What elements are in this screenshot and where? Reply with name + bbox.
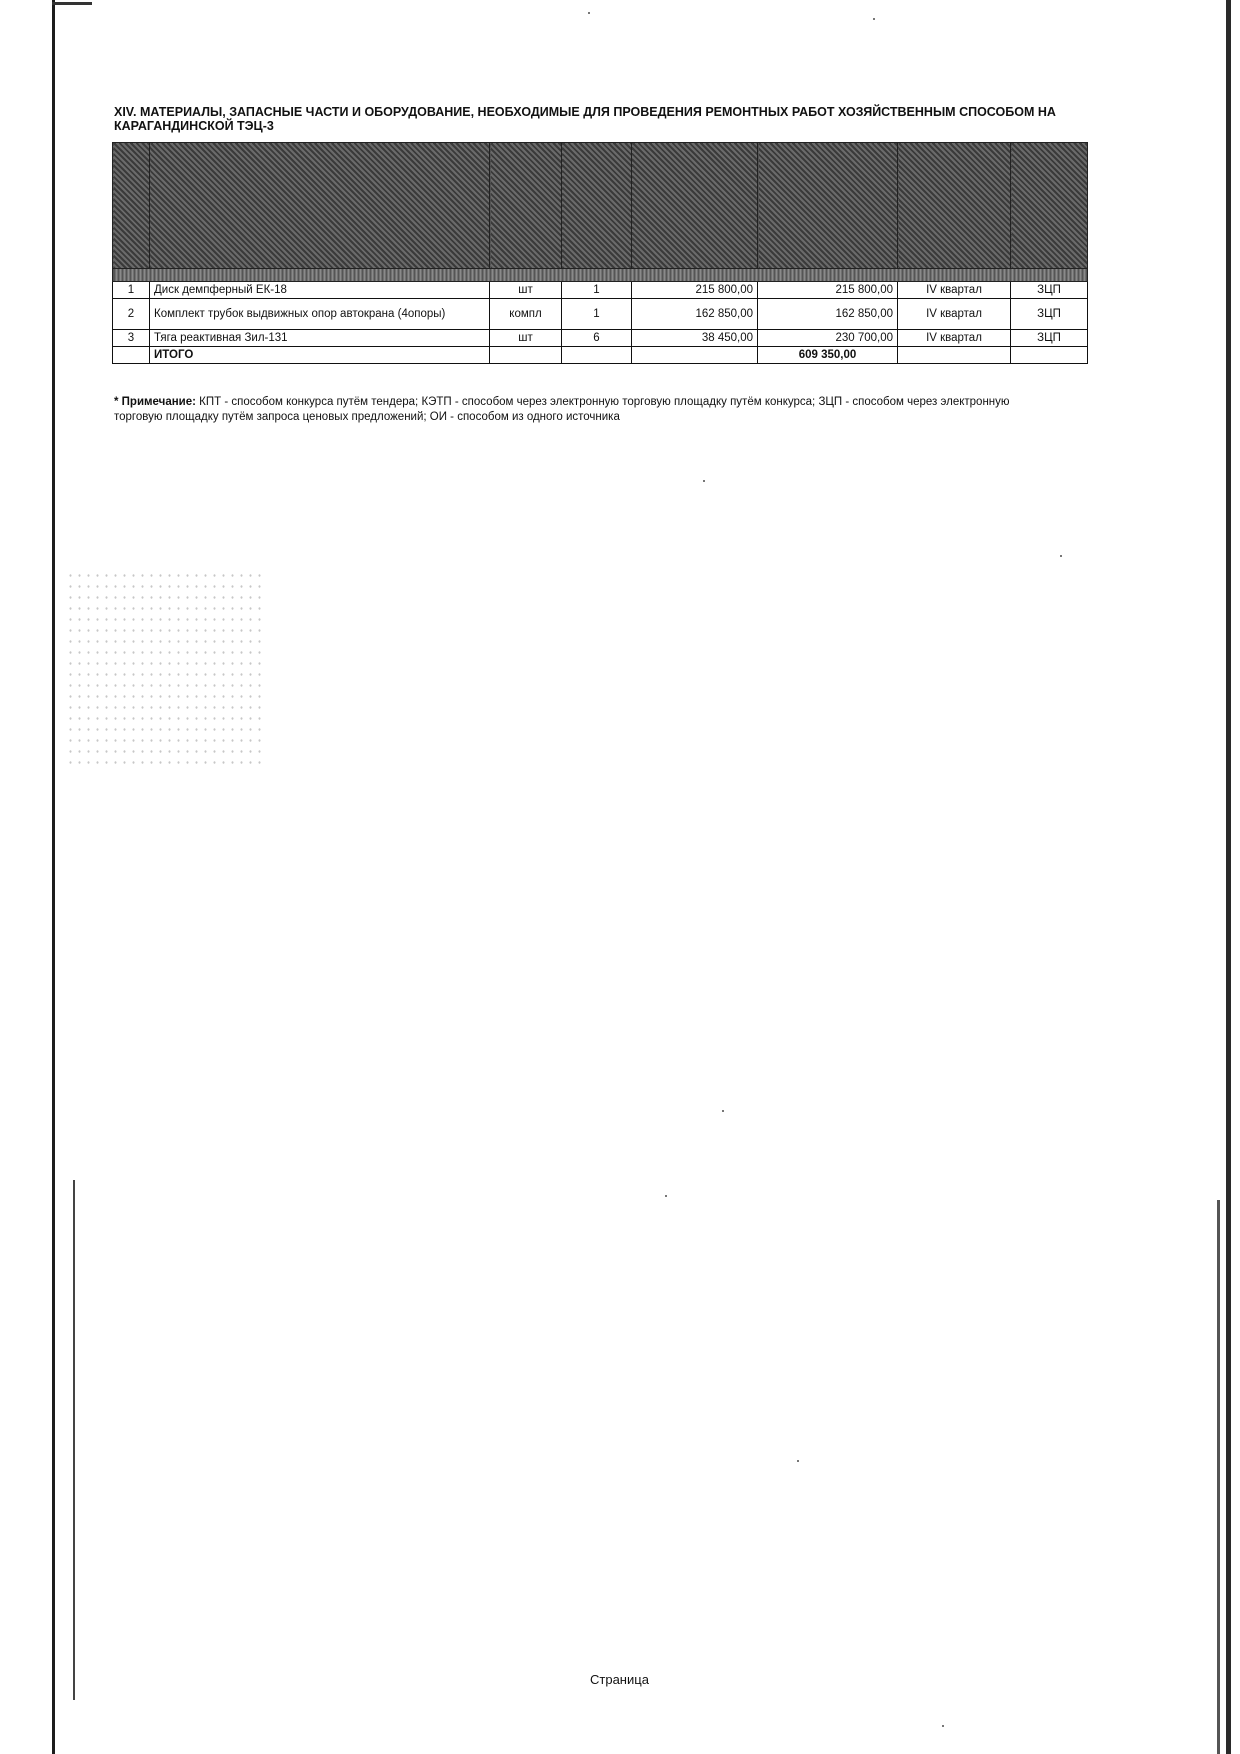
total-empty-cell (1011, 347, 1088, 364)
materials-table (112, 142, 1088, 364)
item-price: 38 450,00 (632, 330, 758, 347)
table-header-row (113, 143, 1088, 269)
header-cell (562, 143, 632, 269)
header-cell (758, 143, 898, 269)
page-footer: Страница (590, 1672, 649, 1687)
header-cell (150, 143, 490, 269)
header-cell (1011, 143, 1088, 269)
table-row (113, 299, 1088, 330)
footnote-label: * Примечание: (114, 396, 196, 408)
table-row (113, 330, 1088, 347)
scan-speck (722, 1110, 724, 1112)
item-sum: 215 800,00 (758, 282, 898, 299)
total-empty-cell (562, 347, 632, 364)
item-quantity: 6 (562, 330, 632, 347)
scan-speck (588, 12, 590, 14)
total-sum: 609 350,00 (758, 347, 898, 364)
item-quantity: 1 (562, 299, 632, 330)
table-row (113, 282, 1088, 299)
item-unit: компл (490, 299, 562, 330)
scan-speck (797, 1460, 799, 1462)
section-cell (113, 269, 1088, 282)
item-name: Диск демпферный ЕК-18 (150, 282, 490, 299)
item-period: IV квартал (898, 282, 1011, 299)
total-empty-cell (113, 347, 150, 364)
document-title: XIV. МАТЕРИАЛЫ, ЗАПАСНЫЕ ЧАСТИ И ОБОРУДОВАНИЕ, НЕОБХОДИМЫЕ ДЛЯ ПРОВЕДЕНИЯ РЕМОНТНЫХ РАБОТ ХОЗЯЙСТВЕННЫМ СПОСОБОМ НА КАРАГАНДИНСКОЙ ТЭЦ-3 (114, 105, 1056, 133)
total-empty-cell (490, 347, 562, 364)
item-method: ЗЦП (1011, 299, 1088, 330)
total-empty-cell (898, 347, 1011, 364)
item-price: 162 850,00 (632, 299, 758, 330)
scan-edge-right-inner (1217, 1200, 1220, 1754)
scan-edge-left-inner (73, 1180, 75, 1700)
header-cell (632, 143, 758, 269)
scan-speck (942, 1725, 944, 1727)
footnote (114, 395, 1054, 425)
item-method: ЗЦП (1011, 282, 1088, 299)
item-method: ЗЦП (1011, 330, 1088, 347)
row-number: 2 (113, 299, 150, 330)
scan-edge-right (1226, 0, 1231, 1754)
item-name: Комплект трубок выдвижных опор автокрана (4опоры) (150, 299, 490, 330)
item-sum: 230 700,00 (758, 330, 898, 347)
item-sum: 162 850,00 (758, 299, 898, 330)
item-unit: шт (490, 330, 562, 347)
item-unit: шт (490, 282, 562, 299)
header-cell (490, 143, 562, 269)
total-label: ИТОГО (150, 347, 490, 364)
item-name: Тяга реактивная Зил-131 (150, 330, 490, 347)
scan-speck (873, 18, 875, 20)
header-cell (898, 143, 1011, 269)
row-number: 3 (113, 330, 150, 347)
scan-noise (66, 570, 266, 770)
table-section-row (113, 269, 1088, 282)
scan-speck (703, 480, 705, 482)
row-number: 1 (113, 282, 150, 299)
header-cell (113, 143, 150, 269)
scan-edge-mark (52, 2, 92, 5)
item-period: IV квартал (898, 330, 1011, 347)
item-price: 215 800,00 (632, 282, 758, 299)
scan-speck (665, 1195, 667, 1197)
scan-speck (1060, 555, 1062, 557)
item-quantity: 1 (562, 282, 632, 299)
total-empty-cell (632, 347, 758, 364)
item-period: IV квартал (898, 299, 1011, 330)
footnote-text: КПТ - способом конкурса путём тендера; КЭТП - способом через электронную торговую площадку путём конкурса; ЗЦП - способом через электронную торговую площадку путём запроса ценовых предложений; ОИ - способом из одного источника (114, 396, 1010, 423)
scan-edge-left (52, 0, 55, 1754)
table-total-row (113, 347, 1088, 364)
